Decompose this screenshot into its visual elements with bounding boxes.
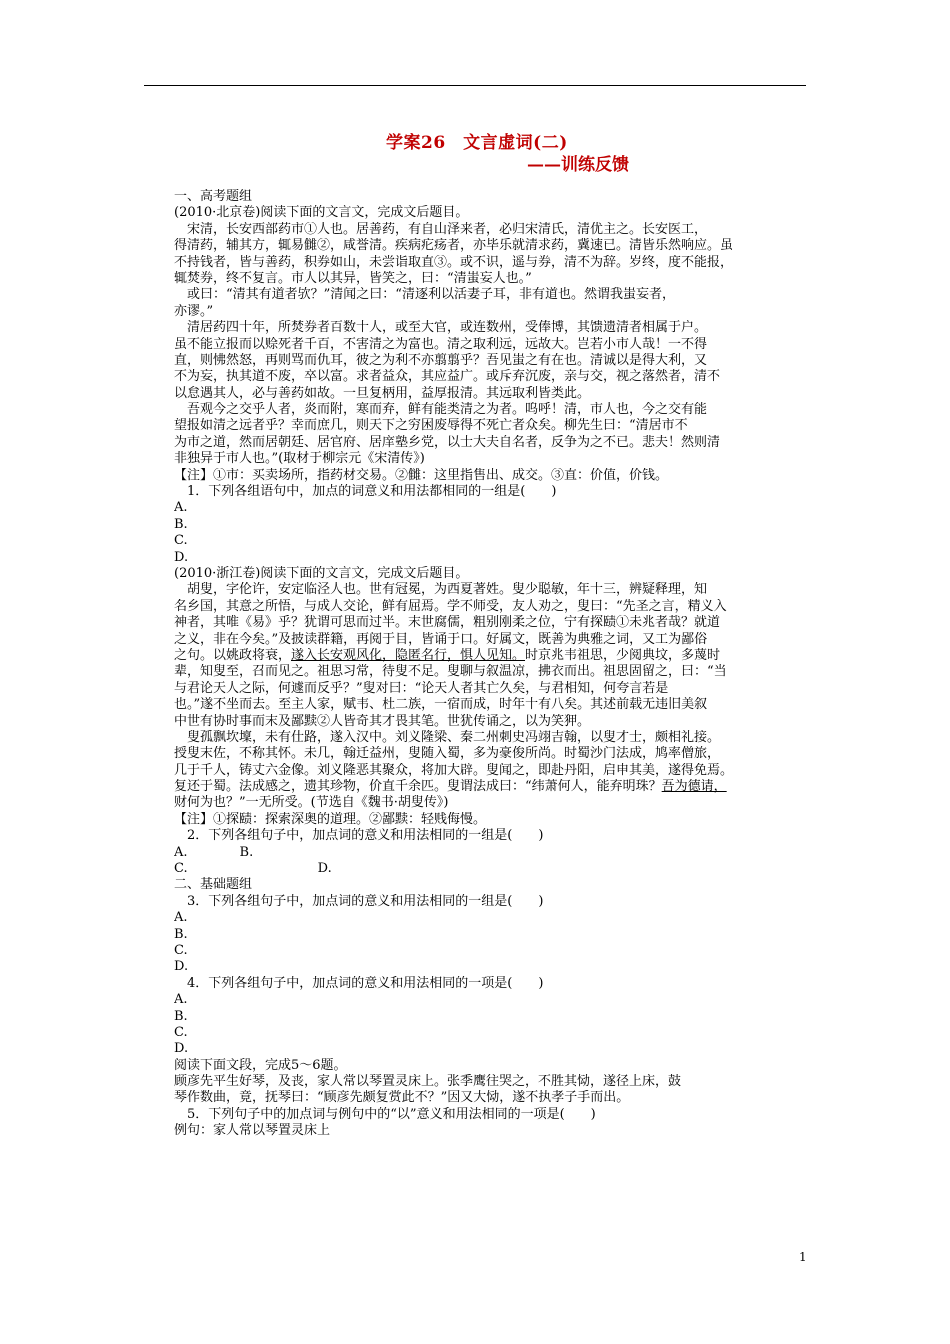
text-line: 以怠遇其人，必与善药如故。一旦复柄用，益厚报清。其远取利皆类此。	[174, 385, 591, 401]
text-segment: 之句。以姚政将衰，	[174, 647, 292, 663]
example-sentence: 例句：家人常以琴置灵床上	[174, 1123, 331, 1139]
text-line: 神者，其唯《易》乎？犹谓可思而过半。末世腐儒，粗别刚柔之位，宁有探赜①未兆者哉？就道	[174, 615, 721, 631]
text-line: 琴作数曲，竟，抚琴曰：“顾彦先颇复赏此不？”因又大恸，遂不执孝子手而出。	[174, 1090, 630, 1106]
text-line: 中世有协时事而末及鄙黩②人皆奇其才畏其笔。世犹传诵之，以为笑狎。	[174, 713, 591, 729]
text-line: 吾观今之交乎人者，炎而附，寒而弃，鲜有能类清之为者。呜呼！清，市人也，今之交有能	[174, 402, 708, 418]
page-title: 学案26 文言虚词(二)	[386, 133, 568, 153]
option-d: D.	[174, 549, 189, 565]
text-line: 几于千人，铸丈六金像。刘义隆恶其聚众，将加大辟。叟闻之，即赴丹阳，启申其美，遂得免焉。	[174, 762, 734, 778]
passage-intro: (2010·北京卷)阅读下面的文言文，完成文后题目。	[174, 205, 469, 221]
question-4: 4．下列各组句子中，加点词的意义和用法相同的一项是( )	[174, 975, 544, 991]
header-rule	[144, 85, 806, 86]
underlined-sentence: 吾为德请，	[661, 779, 727, 795]
options-cd: C. D.	[174, 861, 332, 877]
text-line: 直，则怫然怒，再则骂而仇耳，彼之为利不亦翦翦乎？吾见蚩之有在也。清诚以是得大利，又	[174, 352, 708, 368]
text-line: 名乡国，其意之所悟，与成人交论，鲜有屈焉。学不师受，友人劝之，叟曰：“先圣之言，精义入	[174, 598, 727, 614]
text-line	[174, 779, 814, 795]
text-line: 不持钱者，皆与善药，积券如山，未尝诣取直③。或不识，遥与券，清不为辞。岁终，度不能报，	[174, 254, 734, 270]
options-ab: A. B.	[174, 844, 254, 860]
option-a: A.	[174, 910, 188, 926]
text-line: 之义，非在今矣。”及披读群籍，再阅于目，皆诵于口。好属文，既善为典雅之词，又工为鄙俗	[174, 631, 708, 647]
text-line: 辄焚券，终不复言。市人以其异，皆笑之，曰：“清蚩妄人也。”	[174, 270, 532, 286]
text-line: 宋清，长安西部药市①人也。居善药，有自山泽来者，必归宋清氏，清优主之。长安医工，	[174, 221, 708, 237]
text-line: 望报如清之远者乎？幸而庶几，则天下之穷困废辱得不死亡者众矣。柳先生曰：“清居市不	[174, 418, 688, 434]
text-line: 叟孤飘坎壈，未有仕路，遂入汉中。刘义隆梁、秦二州刺史冯翊吉翰，以叟才士，颇相礼接。	[174, 729, 721, 745]
question-2: 2．下列各组句子中，加点词的意义和用法相同的一组是( )	[174, 828, 544, 844]
question-1: 1．下列各组语句中，加点的词意义和用法都相同的一组是( )	[174, 484, 557, 500]
question-3: 3．下列各组句子中，加点词的意义和用法相同的一组是( )	[174, 893, 544, 909]
option-c: C.	[174, 533, 188, 549]
text-line: 财何为也？”一无所受。(节选自《魏书·胡叟传》)	[174, 795, 449, 811]
text-line: 胡叟，字伦许，安定临泾人也。世有冠冕，为西夏著姓。叟少聪敏，年十三，辨疑释理，知	[174, 582, 708, 598]
text-line: 不为妄，执其道不废，卒以富。求者益众，其应益广。或斥弃沉废，亲与交，视之落然者，清不	[174, 369, 721, 385]
text-line: 亦谬。”	[174, 303, 214, 319]
underlined-sentence: 遂入长安观风化，隐匿名行，惧人见知。	[291, 647, 526, 663]
text-line: 得清药，辅其方，辄易雠②，咸誉清。疾病疕疡者，亦毕乐就清求药，冀速已。清皆乐然响应。虽	[174, 238, 734, 254]
option-c: C.	[174, 1024, 188, 1040]
note-line: 【注】①市：买卖场所，指药材交易。②雠：这里指售出、成交。③直：价值，价钱。	[174, 467, 669, 483]
text-line: 辈，知叟至，召而见之。祖思习常，待叟不足。叟聊与叙温凉，拂衣而出。祖思固留之，曰：“当	[174, 664, 727, 680]
text-line: 非独异于市人也。”(取材于柳宗元《宋清传》)	[174, 451, 425, 467]
text-line: 也。”遂不坐而去。至主人家，赋韦、杜二族，一宿而成，时年十有八矣。其述前载无违旧美叙	[174, 697, 708, 713]
text-line: 为市之道，然而居朝廷、居官府、居庠塾乡党，以士大夫自名者，反争为之不已。悲夫！然则清	[174, 434, 721, 450]
passage-intro: (2010·浙江卷)阅读下面的文言文，完成文后题目。	[174, 565, 469, 581]
text-segment: 复还于蜀。法成感之，遗其珍物，价直千余匹。叟谓法成曰：“纬萧何人，能弃明珠？	[174, 779, 662, 795]
page-subtitle: ——训练反馈	[527, 155, 629, 175]
text-line: 顾彦先平生好琴，及丧，家人常以琴置灵床上。张季鹰往哭之，不胜其恸，遂径上床，鼓	[174, 1074, 682, 1090]
question-5: 5．下列句子中的加点词与例句中的“以”意义和用法相同的一项是( )	[174, 1106, 596, 1122]
option-c: C.	[174, 942, 188, 958]
text-line: 虽不能立报而以赊死者千百，不害清之为富也。清之取利远，远故大。岂若小市人哉！一不得	[174, 336, 708, 352]
note-line: 【注】①探赜：探索深奥的道理。②鄙黩：轻贱侮慢。	[174, 811, 487, 827]
document-body	[174, 189, 814, 1140]
section-heading: 一、高考题组	[174, 189, 253, 204]
option-d: D.	[174, 1041, 189, 1057]
section-heading: 二、基础题组	[174, 877, 253, 893]
page-number: 1	[799, 1250, 807, 1264]
option-a: A.	[174, 500, 188, 516]
text-line	[174, 648, 814, 664]
option-d: D.	[174, 959, 189, 975]
option-b: B.	[174, 516, 188, 532]
option-a: A.	[174, 992, 188, 1008]
text-line: 授叟末佐，不称其怀。未几，翰迁益州，叟随入蜀，多为豪俊所尚。时蜀沙门法成，鸠率僧旅，	[174, 746, 721, 762]
text-line: 与君论天人之际，何遽而反乎？”叟对曰：“论天人者其亡久矣，与君相知，何夸言若是	[174, 680, 669, 696]
option-b: B.	[174, 1008, 188, 1024]
text-segment: 时京兆韦祖思，少阅典坟，多蔑时	[525, 647, 721, 663]
text-line: 清居药四十年，所焚券者百数十人，或至大官，或连数州，受俸博，其馈遗清者相属于户。	[174, 320, 708, 336]
option-b: B.	[174, 926, 188, 942]
text-line: 或曰：“清其有道者欤？”清闻之曰：“清逐利以活妻子耳，非有道也。然谓我蚩妄者，	[174, 287, 675, 303]
passage-intro: 阅读下面文段，完成5～6题。	[174, 1057, 347, 1073]
